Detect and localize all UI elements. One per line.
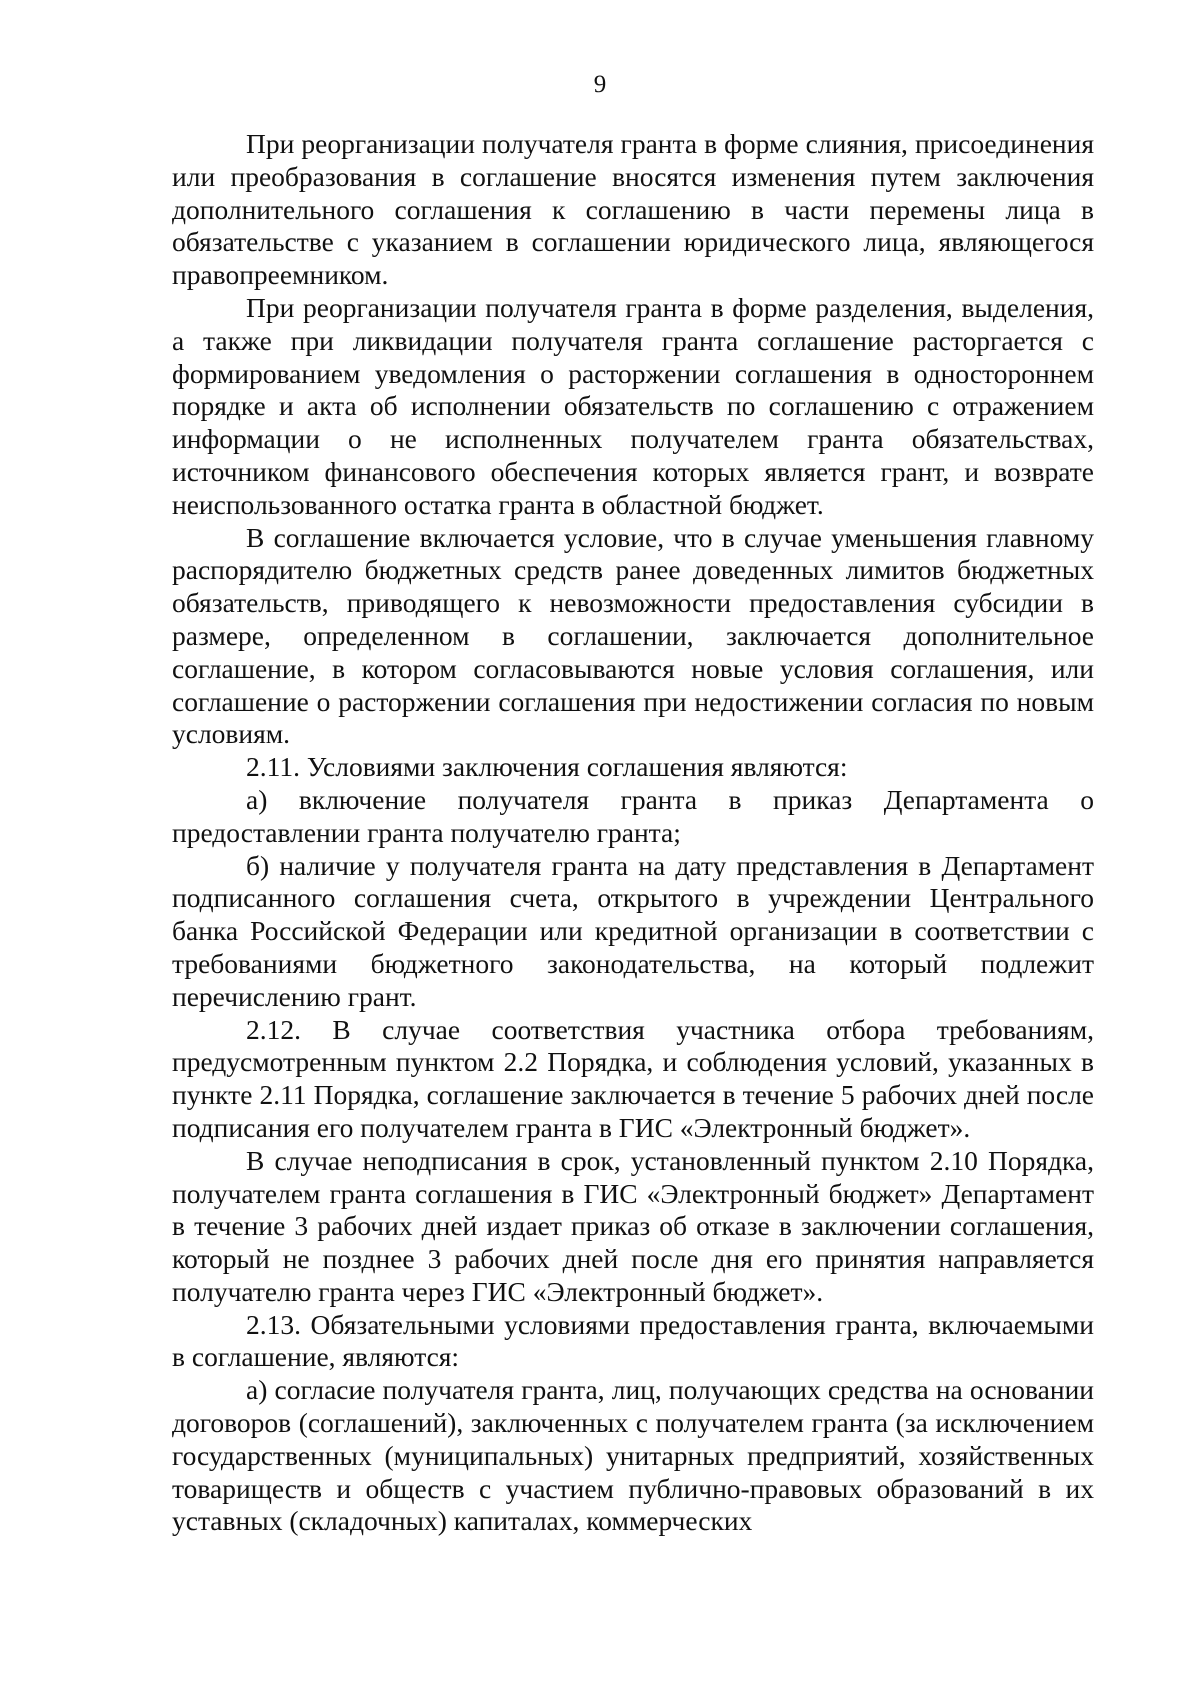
paragraph-2-11-a: а) включение получателя гранта в приказ Департамента о предоставлении гранта получателю гранта; xyxy=(172,783,1094,848)
paragraph-2-11-heading: 2.11. Условиями заключения соглашения являются: xyxy=(246,751,848,783)
paragraph-2-13-a: а) согласие получателя гранта, лиц, получающих средства на основании договоров (соглашений), заключенных с получателем гранта (за исключением государственных (муниципальных) унитарных предприятий, хозяйственных товариществ и обществ с участием публично-правовых образований в их уставных (складочных) капиталах, коммерческих xyxy=(172,1374,1094,1537)
paragraph-2-13-heading: 2.13. Обязательными условиями предоставления гранта, включаемыми в соглашение, являются: xyxy=(172,1308,1094,1373)
page-number: 9 xyxy=(593,71,607,98)
paragraph-reorganization-merger: При реорганизации получателя гранта в форме слияния, присоединения или преобразования в соглашение вносятся изменения путем заключения дополнительного соглашения к соглашению в части перемены лица в обязательстве с указанием в соглашении юридического лица, являющегося правопреемником. xyxy=(172,128,1094,291)
paragraph-2-11-b: б) наличие у получателя гранта на дату представления в Департамент подписанного соглашения счета, открытого в учреждении Центрального банка Российской Федерации или кредитной организации в соответствии с требованиями бюджетного законодательства, на который подлежит перечислению грант. xyxy=(172,849,1094,1012)
paragraph-limits-reduction: В соглашение включается условие, что в случае уменьшения главному распорядителю бюджетных средств ранее доведенных лимитов бюджетных обязательств, приводящего к невозможности предоставления субсидии в размере, определенном в соглашении, заключается дополнительное соглашение, в котором согласовываются новые условия соглашения, или соглашение о расторжении соглашения при недостижении согласия по новым условиям. xyxy=(172,521,1094,750)
paragraph-2-12-refusal: В случае неподписания в срок, установленный пунктом 2.10 Порядка, получателем гранта соглашения в ГИС «Электронный бюджет» Департамент в течение 3 рабочих дней издает приказ об отказе в заключении соглашения, который не позднее 3 рабочих дней после дня его принятия направляется получателю гранта через ГИС «Электронный бюджет». xyxy=(172,1144,1094,1307)
document-body xyxy=(172,128,1094,1538)
paragraph-2-12: 2.12. В случае соответствия участника отбора требованиям, предусмотренным пунктом 2.2 Порядка, и соблюдения условий, указанных в пункте 2.11 Порядка, соглашение заключается в течение 5 рабочих дней после подписания его получателем гранта в ГИС «Электронный бюджет». xyxy=(172,1013,1094,1143)
paragraph-reorganization-division: При реорганизации получателя гранта в форме разделения, выделения, а также при ликвидации получателя гранта соглашение расторгается с формированием уведомления о расторжении соглашения в одностороннем порядке и акта об исполнении обязательств по соглашению с отражением информации о не исполненных получателем гранта обязательствах, источником финансового обеспечения которых является грант, и возврате неиспользованного остатка гранта в областной бюджет. xyxy=(172,291,1094,520)
